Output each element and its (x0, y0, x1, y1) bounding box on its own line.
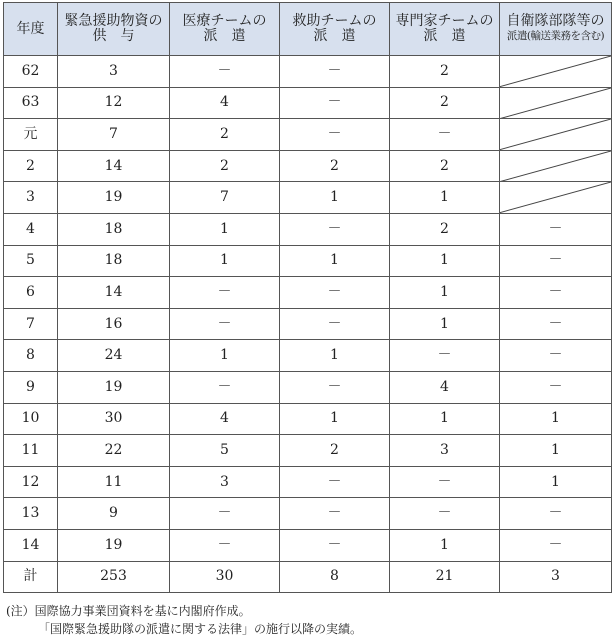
value-cell: － (500, 277, 612, 309)
value-cell: 2 (390, 56, 500, 88)
value-cell: 5 (170, 435, 280, 467)
value-cell: － (280, 529, 390, 561)
value-cell: 4 (170, 87, 280, 119)
value-cell: － (170, 56, 280, 88)
column-header-line2: 派 遣 (423, 28, 466, 44)
column-header-5 (500, 3, 612, 56)
year-cell: 11 (4, 435, 58, 467)
value-cell: 1 (500, 466, 612, 498)
table-row (4, 87, 612, 119)
column-header-line2: 派 遣 (203, 28, 246, 44)
year-cell: 2 (4, 150, 58, 182)
table-row (4, 466, 612, 498)
value-cell: － (170, 498, 280, 530)
not-applicable-cell (500, 87, 612, 119)
value-cell: － (280, 371, 390, 403)
table-body (4, 56, 612, 593)
year-cell: 計 (4, 561, 58, 593)
year-cell: 10 (4, 403, 58, 435)
value-cell: 14 (58, 150, 170, 182)
value-cell: 19 (58, 371, 170, 403)
value-cell: － (280, 119, 390, 151)
value-cell: 1 (390, 245, 500, 277)
value-cell: 1 (170, 340, 280, 372)
value-cell: － (280, 277, 390, 309)
column-header-line2: 供 与 (92, 28, 135, 44)
value-cell: － (280, 498, 390, 530)
not-applicable-cell (500, 119, 612, 151)
value-cell: － (280, 466, 390, 498)
column-header-line2: 派 遣 (313, 28, 356, 44)
year-cell: 4 (4, 213, 58, 245)
value-cell: 11 (58, 466, 170, 498)
diagonal-slash-icon (500, 119, 611, 150)
column-header-1 (58, 3, 170, 56)
diagonal-slash-icon (500, 88, 611, 119)
value-cell: 18 (58, 245, 170, 277)
header-row (4, 3, 612, 56)
column-header-2 (170, 3, 280, 56)
value-cell: 19 (58, 182, 170, 214)
column-header-line1: 医療チームの (182, 13, 267, 29)
value-cell: － (390, 466, 500, 498)
column-header-4 (390, 3, 500, 56)
value-cell: － (170, 277, 280, 309)
value-cell: － (280, 87, 390, 119)
year-cell: 62 (4, 56, 58, 88)
value-cell: 1 (280, 245, 390, 277)
table-row (4, 498, 612, 530)
column-header-line1: 救助チームの (292, 13, 377, 29)
value-cell: － (500, 308, 612, 340)
table-row (4, 277, 612, 309)
year-cell: 63 (4, 87, 58, 119)
value-cell: 2 (390, 87, 500, 119)
value-cell: － (390, 498, 500, 530)
table-row (4, 435, 612, 467)
year-cell: 14 (4, 529, 58, 561)
table-row (4, 308, 612, 340)
table-row (4, 561, 612, 593)
value-cell: － (500, 340, 612, 372)
value-cell: 1 (390, 403, 500, 435)
assistance-table (3, 2, 612, 593)
notes (6, 602, 362, 638)
note-line-1: (注）国際協力事業団資料を基に内閣府作成。 (6, 604, 251, 618)
value-cell: 4 (170, 403, 280, 435)
value-cell: 9 (58, 498, 170, 530)
table-row (4, 56, 612, 88)
value-cell: － (170, 308, 280, 340)
value-cell: 18 (58, 213, 170, 245)
year-cell: 9 (4, 371, 58, 403)
value-cell: 1 (390, 308, 500, 340)
table-row (4, 213, 612, 245)
table-row (4, 529, 612, 561)
value-cell: 19 (58, 529, 170, 561)
column-header-line1: 自衛隊部隊等の (506, 13, 605, 29)
column-header-line1: 専門家チームの (395, 13, 494, 29)
value-cell: － (390, 119, 500, 151)
value-cell: 253 (58, 561, 170, 593)
value-cell: 3 (58, 56, 170, 88)
value-cell: 1 (280, 182, 390, 214)
year-cell: 3 (4, 182, 58, 214)
not-applicable-cell (500, 182, 612, 214)
value-cell: － (280, 213, 390, 245)
value-cell: － (280, 56, 390, 88)
year-cell: 12 (4, 466, 58, 498)
value-cell: 1 (390, 182, 500, 214)
value-cell: 2 (280, 435, 390, 467)
value-cell: 7 (170, 182, 280, 214)
year-cell: 8 (4, 340, 58, 372)
value-cell: 1 (170, 213, 280, 245)
diagonal-slash-icon (500, 56, 611, 87)
value-cell: 14 (58, 277, 170, 309)
note-line-2: 「国際緊急援助隊の派遣に関する法律」の施行以降の実績。 (38, 622, 363, 636)
value-cell: － (390, 340, 500, 372)
year-cell: 6 (4, 277, 58, 309)
value-cell: 2 (390, 213, 500, 245)
value-cell: 2 (390, 150, 500, 182)
value-cell: 3 (170, 466, 280, 498)
year-cell: 5 (4, 245, 58, 277)
table-row (4, 403, 612, 435)
not-applicable-cell (500, 150, 612, 182)
diagonal-slash-icon (500, 151, 611, 182)
value-cell: 24 (58, 340, 170, 372)
value-cell: 7 (58, 119, 170, 151)
value-cell: 12 (58, 87, 170, 119)
value-cell: － (170, 371, 280, 403)
value-cell: 2 (280, 150, 390, 182)
value-cell: － (500, 245, 612, 277)
year-cell: 7 (4, 308, 58, 340)
value-cell: － (500, 371, 612, 403)
value-cell: － (280, 308, 390, 340)
value-cell: 1 (500, 403, 612, 435)
value-cell: 3 (500, 561, 612, 593)
column-header-line1: 年度 (16, 20, 45, 37)
value-cell: 1 (390, 529, 500, 561)
value-cell: 21 (390, 561, 500, 593)
value-cell: － (170, 529, 280, 561)
table-row (4, 150, 612, 182)
column-header-3 (280, 3, 390, 56)
table-row (4, 182, 612, 214)
column-header-line2: 派遣(輸送業務を含む) (506, 30, 605, 42)
value-cell: 1 (280, 403, 390, 435)
value-cell: － (500, 213, 612, 245)
table-row (4, 371, 612, 403)
value-cell: 1 (500, 435, 612, 467)
value-cell: 30 (170, 561, 280, 593)
column-header-line1: 緊急援助物資の (64, 13, 163, 29)
value-cell: － (500, 529, 612, 561)
value-cell: － (500, 498, 612, 530)
table-row (4, 245, 612, 277)
value-cell: 1 (170, 245, 280, 277)
value-cell: 1 (280, 340, 390, 372)
value-cell: 2 (170, 150, 280, 182)
value-cell: 30 (58, 403, 170, 435)
table-row (4, 119, 612, 151)
diagonal-slash-icon (500, 182, 611, 213)
value-cell: 4 (390, 371, 500, 403)
table-row (4, 340, 612, 372)
value-cell: 8 (280, 561, 390, 593)
value-cell: 1 (390, 277, 500, 309)
value-cell: 16 (58, 308, 170, 340)
value-cell: 3 (390, 435, 500, 467)
not-applicable-cell (500, 56, 612, 88)
year-cell: 13 (4, 498, 58, 530)
year-cell: 元 (4, 119, 58, 151)
value-cell: 22 (58, 435, 170, 467)
column-header-0 (4, 3, 58, 56)
value-cell: 2 (170, 119, 280, 151)
